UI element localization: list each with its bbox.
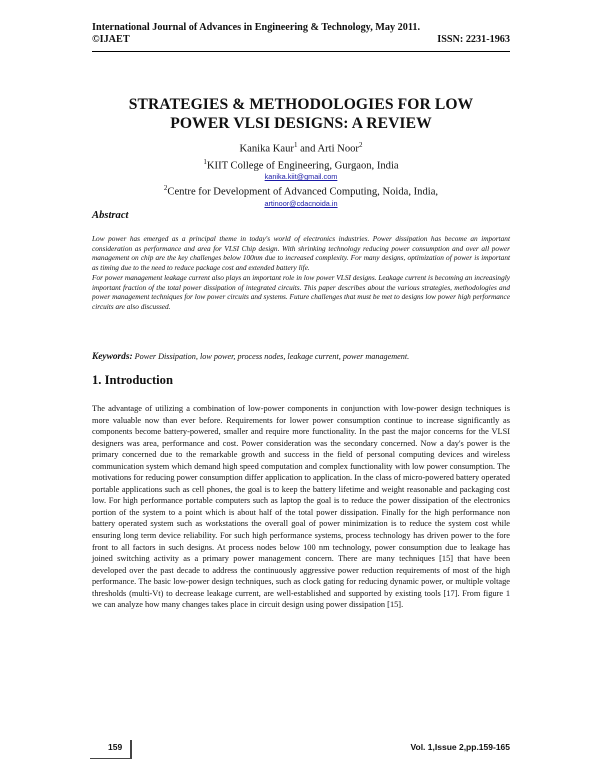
- affil-2-text: Centre for Development of Advanced Computing, Noida, India,: [167, 186, 439, 198]
- keywords-text: Power Dissipation, low power, process nodes, leakage current, power management.: [132, 352, 410, 361]
- issn-label: ISSN: 2231-1963: [437, 34, 510, 45]
- introduction-paragraph: The advantage of utilizing a combination of low-power components in conjunction with low-power design techniques is more valuable now than ever before. Requirements for lower power consumption continue to increase significantly as components become battery-powered, smaller and require more functionality. In the past the major concerns for the VLSI designers was area, performance and cost. Power consideration was the secondary concerned. Now a day's power is the primary concerned due to the remarkable growth and success in the field of personal computing devices and wireless communication system which demand high speed computation and complex functionality with low power consumption. The motivations for reducing power consumption differ application to application. In the class of micro-powered battery operated portable applications such as cell phones, the goal is to keep the battery lifetime and weight reasonable and packaging cost low. For high performance portable computers such as laptop the goal is to reduce the power dissipation of the electronics portion of the system to a point which is about half of the total power dissipation. Finally for the high performance non battery operated system such as workstations the overall goal of power minimization is to reduce the system cost while ensuring long term device reliability. For such high performance systems, process technology has driven power to the fore front to all factors in such designs. At process nodes below 100 nm technology, power consumption due to leakage has joined switching activity as a primary power management concern. There are many techniques [15] that have been developed over the past decade to address the continuously aggressive power reduction requirements of most of the high performance. The basic low-power design techniques, such as clock gating for reducing dynamic power, or multiple voltage thresholds (multi-Vt) to decrease leakage current, are well-established and supported by existing tools [17]. From figure 1 we can analyze how many changes takes place in circuit design using power dissipation [15].: [92, 404, 510, 610]
- abstract-paragraph-1: Low power has emerged as a principal theme in today's world of electronics industries. Power dissipation has become an important consideration as performance and area for VLSI Chip design. With shrinking technology reducing power consumption and over all power management on chip are the key challenges below 100nm due to increased complexity. For many designs, optimization of power is important as timing due to the need to reduce package cost and extended battery life.: [92, 234, 510, 273]
- volume-info: Vol. 1,Issue 2,pp.159-165: [410, 742, 510, 752]
- abstract-paragraph-2: For power management leakage current also plays an important role in low power VLSI designs. Leakage current is becoming an increasingly important fraction of the total power dissipation of integrated circuits. This paper describes about the various strategies, methodologies and power management techniques for low power circuits and systems. Future challenges that must be met to designs low power high performance circuits are also discussed.: [92, 272, 510, 311]
- author-2: Arti Noor: [317, 143, 359, 155]
- affiliation-2: [92, 182, 510, 199]
- keywords-line: [92, 352, 510, 362]
- affil-1-sup: 1: [203, 157, 207, 166]
- email-1-link[interactable]: kanika.kiit@gmail.com: [264, 172, 338, 182]
- keywords-label: Keywords:: [92, 352, 133, 362]
- affil-2-sup: 2: [163, 184, 168, 193]
- affil-1-text: KIIT College of Engineering, Gurgaon, India: [206, 160, 399, 172]
- author-names: [92, 139, 510, 156]
- abstract-heading: Abstract: [92, 210, 129, 221]
- journal-header: [92, 22, 510, 46]
- title-line-1: STRATEGIES & METHODOLOGIES FOR LOW: [128, 96, 474, 113]
- affiliation-1: [92, 156, 510, 173]
- section-heading-introduction: 1. Introduction: [92, 373, 173, 387]
- author-block: [92, 139, 510, 209]
- abstract-body: [92, 234, 510, 312]
- author-and: and: [297, 143, 318, 155]
- footer-horizontal-rule: [90, 758, 131, 759]
- journal-name: International Journal of Advances in Engineering & Technology, May 2011.: [92, 22, 421, 33]
- author-2-sup: 2: [358, 141, 363, 149]
- page-number: 159: [108, 742, 123, 752]
- email-2-link[interactable]: artinoor@cdacnoida.in: [264, 198, 338, 208]
- header-divider: [92, 51, 510, 52]
- author-1: Kanika Kaur: [239, 143, 294, 155]
- introduction-body: [92, 403, 510, 611]
- footer-vertical-rule: [130, 740, 132, 759]
- author-1-sup: 1: [293, 141, 298, 149]
- title-line-2: POWER VLSI DESIGNS: A REVIEW: [170, 115, 432, 132]
- copyright-label: ©IJAET: [92, 34, 130, 45]
- paper-title: [92, 95, 510, 133]
